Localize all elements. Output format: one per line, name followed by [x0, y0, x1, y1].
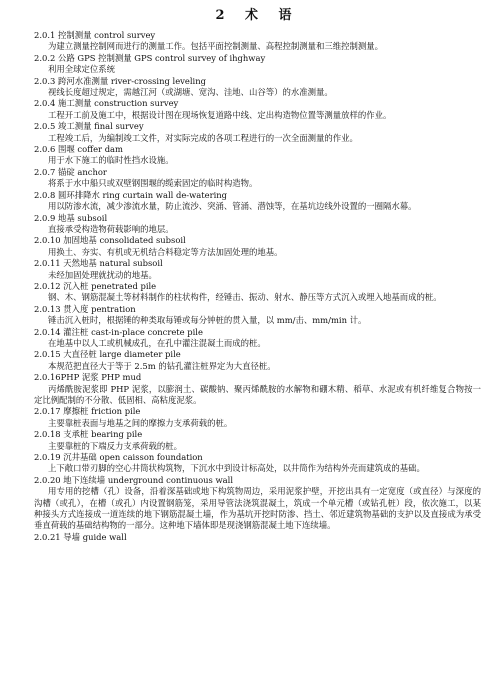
term-heading: 2.0.2 公路 GPS 控制测量 GPS control survey of ihghway	[34, 52, 266, 63]
term-entry	[34, 235, 481, 258]
term-entry	[34, 475, 481, 532]
term-definition: 未经加固处理就扰动的地基。	[48, 269, 157, 280]
term-entry	[34, 190, 481, 213]
term-entry	[34, 304, 481, 327]
term-heading: 2.0.8 圆环排降水 ring curtain wall de-watering	[34, 189, 228, 200]
term-heading: 2.0.11 天然地基 natural subsoil	[34, 258, 163, 269]
term-definition: 丙烯酰胺泥浆即 PHP 泥浆，以膨润土、碳酸钠、聚丙烯酰胺的水解物和硼木精、稻草、水泥或有机纤维复合物按一定比例配制的不分散、低固相、高粘度泥浆。	[34, 383, 481, 405]
term-definition: 主要靠桩的下端反力支承荷载的桩。	[48, 440, 182, 451]
term-entry	[34, 406, 481, 429]
term-entry	[34, 532, 481, 543]
term-entry	[34, 76, 481, 99]
term-heading: 2.0.4 施工测量 construction survey	[34, 98, 179, 109]
term-definition: 主要靠桩表面与地基之间的摩擦力支承荷载的桩。	[48, 417, 233, 428]
term-heading: 2.0.10 加固地基 consolidated subsoil	[34, 235, 186, 246]
term-entry	[34, 349, 481, 372]
term-heading: 2.0.7 锚碇 anchor	[34, 166, 107, 177]
term-heading: 2.0.21 导墙 guide wall	[34, 531, 127, 542]
term-definition: 上下敞口带刃脚的空心井筒状构筑物，下沉水中到设计标高处，以井筒作为结构外壳而建筑成的基础。	[48, 463, 425, 474]
term-definition: 将系于水中船只或双壁钢围堰的缆索固定的临时构造物。	[48, 178, 258, 189]
term-definition: 用换土、夯实、有机或无机结合料稳定等方法加固处理的地基。	[48, 246, 283, 257]
term-entry	[34, 281, 481, 304]
page-title: 2 术 语	[215, 8, 300, 23]
term-entry	[34, 213, 481, 236]
term-definition: 用以防渗水流，减少渗流水量，防止流沙、突涌、管涌、潜蚀等，在基坑边线外设置的一圈隔水幕。	[48, 201, 417, 212]
term-definition: 用于水下施工的临时性挡水设施。	[48, 155, 174, 166]
term-heading: 2.0.12 沉入桩 penetrated pile	[34, 280, 157, 291]
term-heading: 2.0.9 地基 subsoil	[34, 212, 108, 223]
term-heading: 2.0.13 贯入度 pentration	[34, 303, 136, 314]
term-heading: 2.0.3 跨河水准测量 river-crossing leveling	[34, 75, 206, 86]
term-definition: 工程竣工后，为编制竣工文件，对实际完成的各项工程进行的一次全面测量的作业。	[48, 132, 358, 143]
term-entry	[34, 429, 481, 452]
term-entry	[34, 372, 481, 406]
term-heading: 2.0.17 摩擦桩 friction pile	[34, 406, 141, 417]
term-definition: 钢、木、钢筋混凝土等材料制作的柱状构件，经锤击、振动、射水、静压等方式沉入或埋入地基而成的桩。	[48, 292, 442, 303]
term-definition: 直接承受构造物荷载影响的地层。	[48, 223, 174, 234]
term-entry	[34, 30, 481, 53]
term-heading: 2.0.14 灌注桩 cast-in-place concrete pile	[34, 326, 203, 337]
term-definition: 视线长度超过规定，需越江河（或湖塘、宽沟、洼地、山谷等）的水准测量。	[48, 87, 333, 98]
term-definition: 工程开工前及施工中，根据设计图在现场恢复道路中线、定出构造物位置等测量放样的作业。	[48, 109, 392, 120]
term-heading: 2.0.18 支承桩 bearing pile	[34, 429, 143, 440]
term-definition: 利用全球定位系统	[48, 64, 115, 75]
term-definition: 锤击沉入桩时，根据锤的种类取每锤或每分钟桩的贯入量，以 mm/击、mm/min 计。	[48, 315, 367, 326]
term-heading: 2.0.5 竣工测量 final survey	[34, 121, 144, 132]
term-heading: 2.0.15 大直径桩 large diameter pile	[34, 349, 181, 360]
term-entry	[34, 98, 481, 121]
term-heading: 2.0.19 沉井基础 open caisson foundation	[34, 452, 203, 463]
term-heading: 2.0.1 控制测量 control survey	[34, 30, 156, 40]
term-definition: 本规范把直径大于等于 2.5m 的钻孔灌注桩界定为大直径桩。	[48, 360, 276, 371]
term-entry	[34, 167, 481, 190]
term-entry	[34, 258, 481, 281]
term-entry	[34, 144, 481, 167]
term-definition: 在地基中以人工或机械成孔，在孔中灌注混凝土而成的桩。	[48, 337, 266, 348]
term-heading: 2.0.6 围堰 coffer dam	[34, 144, 123, 155]
term-definition: 用专用的挖槽（孔）设备，沿着深基础或地下构筑物周边，采用泥浆护壁，开挖出具有一定宽度（或直径）与深度的沟槽（或孔），在槽（或孔）内设置钢筋笼，采用导管法浇筑混凝土，筑成一个单元槽（或钻孔桩）段，依次施工，以某种接头方式连接成一道连续的地下钢筋混凝土墙，作为基坑开挖时防渗、挡土、邻近建筑物基础的支护以及直接成为承受垂直荷载的基础结构物的一部分。这种地下墙体即是现浇钢筋混凝土地下连续墙。	[34, 486, 481, 531]
term-entry	[34, 121, 481, 144]
term-heading: 2.0.20 地下连续墙 underground continuous wall	[34, 474, 234, 485]
term-entry	[34, 327, 481, 350]
term-heading: 2.0.16PHP 泥浆 PHP mud	[34, 372, 142, 383]
term-entry	[34, 53, 481, 76]
term-definition: 为建立测量控制网而进行的测量工作。包括平面控制测量、高程控制测量和三维控制测量。	[48, 41, 383, 52]
term-entry	[34, 452, 481, 475]
